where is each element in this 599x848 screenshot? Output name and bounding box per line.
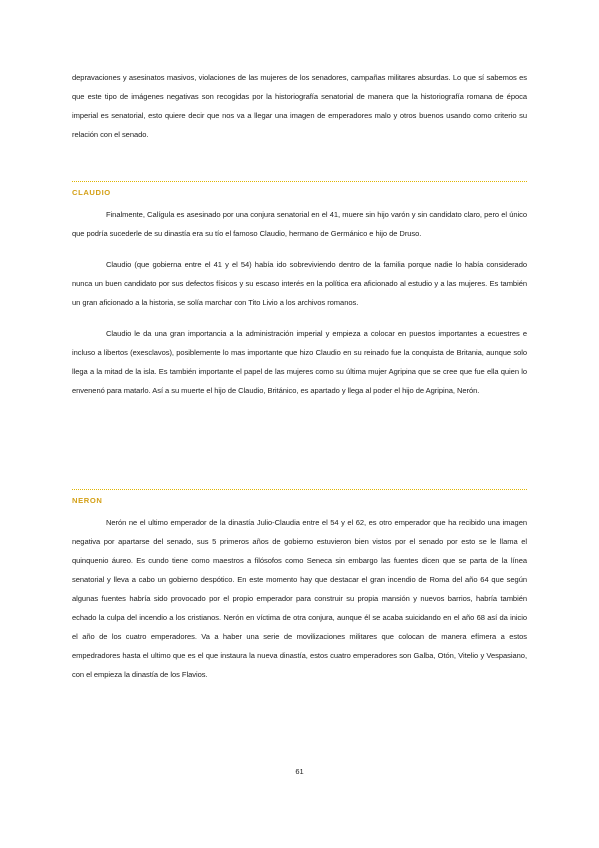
section-divider [72, 489, 527, 490]
intro-paragraph: depravaciones y asesinatos masivos, violaciones de las mujeres de los senadores, campañas militares absurdas. Lo que sí sabemos es que este tipo de imágenes negativas son recogidas por la historiografía senatorial de manera que la historiografía romana de época imperial es senatorial, esto quiere decir que nos va a llegar una imagen de emperadores malo y otros buenos usando como criterio su relación con el senado. [72, 73, 527, 139]
section-neron [72, 489, 527, 684]
page-number: 61 [295, 767, 304, 776]
section-heading: NERON [72, 496, 103, 505]
section-divider [72, 181, 527, 182]
paragraph: Finalmente, Calígula es asesinado por una conjura senatorial en el 41, muere sin hijo varón y sin candidato claro, pero el único que podría sucederle de su dinastía era su tío el famoso Claudio, hermano de Germánico e hijo de Druso. [72, 210, 527, 238]
paragraph: Nerón ne el ultimo emperador de la dinastía Julio-Claudia entre el 54 y el 62, es otro emperador que ha recibido una imagen negativa por apartarse del senado, sus 5 primeros años de gobierno estuvieron bien vistos por el senado por esto se le llama el quinquenio áureo. Es cundo tiene como maestros a filósofos como Seneca sin embargo las fuentes dicen que se parta de la línea senatorial y lleva a cabo un gobierno despótico. En este momento hay que destacar el gran incendio de Roma del año 64 que según algunas fuentes habría sido provocado por el propio emperador para construir su propia mansión y nuevos barrios, habría también echado la culpa del incendio a los cristianos. Nerón en víctima de otra conjura, aunque él se acaba suicidando en el año 68 así da inicio el año de los cuatro emperadores. Va a haber una serie de movilizaciones militares que colocan de manera efímera a estos empedradores hasta el ultimo que es el que instaura la nueva dinastía, estos cuatro emperadores son Galba, Otón, Vitelio y Vespasiano, con el empieza la dinastía de los Flavios. [72, 518, 527, 679]
section-heading: CLAUDIO [72, 188, 111, 197]
paragraph: Claudio le da una gran importancia a la administración imperial y empieza a colocar en puestos importantes a ecuestres e incluso a libertos (exesclavos), posiblemente lo mas importante que hizo Claudio en su reinado fue la conquista de Britania, aunque solo llega a la mitad de la isla. Es también importante el papel de las mujeres como su última mujer Agripina que se cree que fue ella quien lo envenenó para matarlo. Así a su muerte el hijo de Claudio, Británico, es apartado y llega al poder el hijo de Agripina, Nerón. [72, 329, 527, 395]
section-claudio [72, 181, 527, 400]
paragraph: Claudio (que gobierna entre el 41 y el 54) había ido sobreviviendo dentro de la familia porque nadie lo había considerado nunca un buen candidato por sus defectos físicos y su escaso interés en la política era aficionado al estudio y a las mujeres. Es también un gran aficionado a la historia, se solía marchar con Tito Livio a los archivos romanos. [72, 260, 527, 307]
